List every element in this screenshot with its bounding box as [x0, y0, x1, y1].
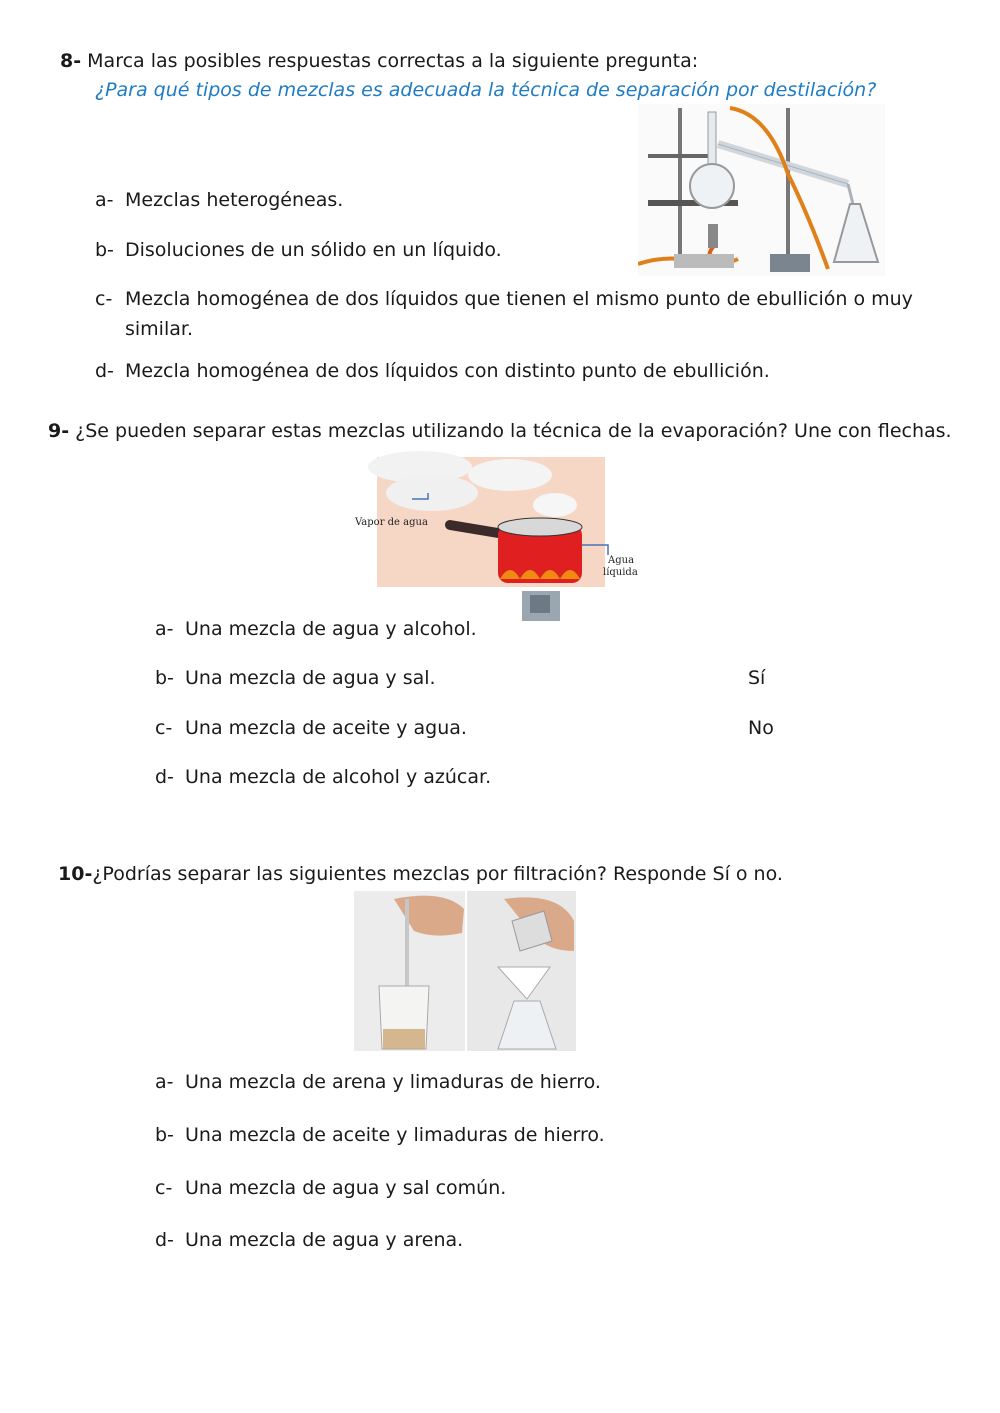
q10-option-c[interactable]: c- Una mezcla de agua y sal común.: [155, 1177, 507, 1199]
evaporation-figure: [350, 445, 655, 625]
q10-number: 10-: [58, 863, 93, 885]
label-liquid-2: líquida: [603, 567, 638, 578]
q8-option-a[interactable]: a- Mezclas heterogéneas.: [95, 189, 344, 211]
q8-prompt: Marca las posibles respuestas correctas a la siguiente pregunta:: [87, 50, 699, 72]
q8-option-b[interactable]: b- Disoluciones de un sólido en un líquido.: [95, 239, 502, 261]
distillation-apparatus-figure: [638, 104, 885, 276]
q8-option-d[interactable]: d- Mezcla homogénea de dos líquidos con distinto punto de ebullición.: [95, 360, 770, 382]
filtration-photo-figure: [354, 891, 576, 1051]
q9-prompt: ¿Se pueden separar estas mezclas utilizando la técnica de la evaporación? Une con flechas.: [75, 420, 952, 442]
q8-option-c-continued: similar.: [125, 318, 193, 340]
q8-option-c[interactable]: c- Mezcla homogénea de dos líquidos que tienen el mismo punto de ebullición o muy: [95, 288, 913, 310]
q10-option-a[interactable]: a- Una mezcla de arena y limaduras de hierro.: [155, 1071, 601, 1093]
q8-number: 8-: [60, 50, 82, 72]
q9-option-d[interactable]: d- Una mezcla de alcohol y azúcar.: [155, 766, 492, 788]
q10-option-b[interactable]: b- Una mezcla de aceite y limaduras de hierro.: [155, 1124, 605, 1146]
q8-subquestion: ¿Para qué tipos de mezclas es adecuada la técnica de separación por destilación?: [95, 79, 877, 101]
q9-number: 9-: [48, 420, 70, 442]
q9-option-a[interactable]: a- Una mezcla de agua y alcohol.: [155, 618, 477, 640]
answer-no[interactable]: No: [748, 717, 774, 739]
q10-prompt: ¿Podrías separar las siguientes mezclas por filtración? Responde Sí o no.: [92, 863, 783, 885]
q9-option-c[interactable]: c- Una mezcla de aceite y agua.: [155, 717, 467, 739]
label-vapor: Vapor de agua: [355, 517, 428, 528]
label-liquid-1: Agua: [608, 555, 635, 566]
q10-heading: [58, 863, 783, 885]
q10-option-d[interactable]: d- Una mezcla de agua y arena.: [155, 1229, 464, 1251]
answer-yes[interactable]: Sí: [748, 667, 766, 689]
q8-heading: [60, 50, 698, 72]
q9-option-b[interactable]: b- Una mezcla de agua y sal.: [155, 667, 436, 689]
q9-heading: [48, 420, 952, 442]
